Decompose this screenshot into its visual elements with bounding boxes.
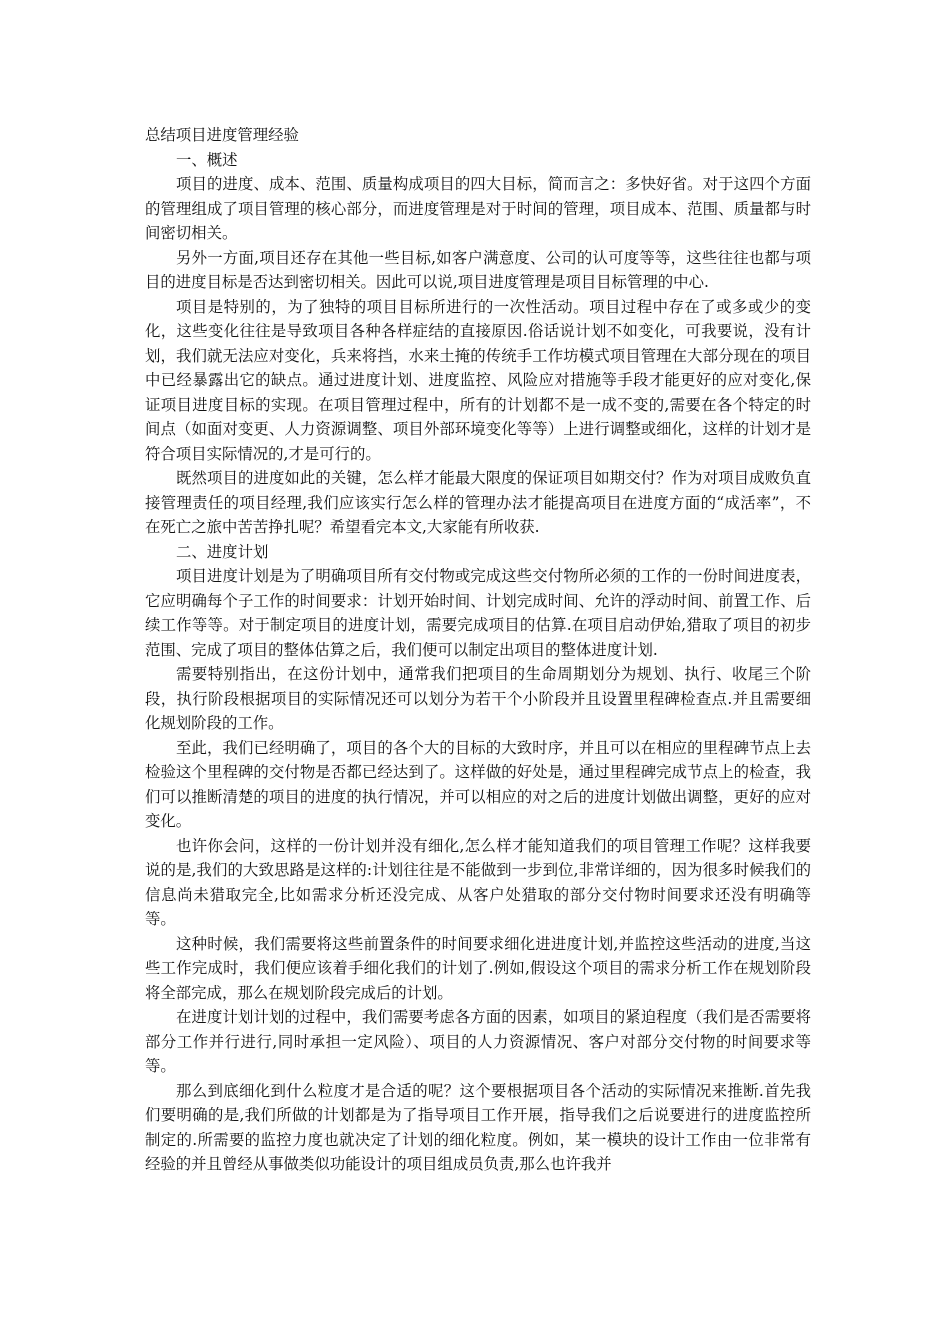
section-heading: 一、概述 <box>176 150 238 169</box>
paragraph: 至此，我们已经明确了，项目的各个大的目标的大致时序，并且可以在相应的里程碑节点上去检验这个里程碑的交付物是否都已经达到了。这样做的好处是，通过里程碑完成节点上的检查，我们可以推断清楚的项目的进度的执行情况，并可以相应的对之后的进度计划做出调整，更好的应对变化。 <box>145 738 811 830</box>
paragraph: 项目是特别的，为了独特的项目目标所进行的一次性活动。项目过程中存在了或多或少的变化，这些变化往往是导致项目各种各样症结的直接原因.俗话说计划不如变化，可我要说，没有计划，我们就无法应对变化，兵来将挡，水来土掩的传统手工作坊模式项目管理在大部分现在的项目中已经暴露出它的缺点。通过进度计划、进度监控、风险应对措施等手段才能更好的应对变化,保证项目进度目标的实现。在项目管理过程中，所有的计划都不是一成不变的,需要在各个特定的时间点（如面对变更、人力资源调整、项目外部环境变化等等）上进行调整或细化，这样的计划才是符合项目实际情况的,才是可行的。 <box>145 297 811 463</box>
paragraph: 项目的进度、成本、范围、质量构成项目的四大目标，简而言之：多快好省。对于这四个方面的管理组成了项目管理的核心部分，而进度管理是对于时间的管理，项目成本、范围、质量都与时间密切相关。 <box>145 175 811 242</box>
paragraph: 既然项目的进度如此的关键，怎么样才能最大限度的保证项目如期交付？作为对项目成败负直接管理责任的项目经理,我们应该实行怎么样的管理办法才能提高项目在进度方面的“成活率”，不在死亡之旅中苦苦挣扎呢？希望看完本文,大家能有所收获. <box>145 469 811 536</box>
paragraph: 也许你会问，这样的一份计划并没有细化,怎么样才能知道我们的项目管理工作呢？这样我要说的是,我们的大致思路是这样的:计划往往是不能做到一步到位,非常详细的，因为很多时候我们的信息尚未猎取完全,比如需求分析还没完成、从客户处猎取的部分交付物时间要求还没有明确等等。 <box>145 836 811 928</box>
paragraph: 项目进度计划是为了明确项目所有交付物或完成这些交付物所必须的工作的一份时间进度表，它应明确每个子工作的时间要求：计划开始时间、计划完成时间、允许的浮动时间、前置工作、后续工作等等。对于制定项目的进度计划，需要完成项目的估算.在项目启动伊始,猎取了项目的初步范围、完成了项目的整体估算之后，我们便可以制定出项目的整体进度计划. <box>145 567 811 659</box>
document-page <box>145 123 811 1177</box>
paragraph: 这种时候，我们需要将这些前置条件的时间要求细化进进度计划,并监控这些活动的进度,当这些工作完成时，我们便应该着手细化我们的计划了.例如,假设这个项目的需求分析工作在规划阶段将全部完成，那么在规划阶段完成后的计划。 <box>145 934 811 1002</box>
document-body <box>145 148 811 1177</box>
paragraph: 那么到底细化到什么粒度才是合适的呢？这个要根据项目各个活动的实际情况来推断.首先我们要明确的是,我们所做的计划都是为了指导项目工作开展，指导我们之后说要进行的进度监控所制定的.所需要的监控力度也就决定了计划的细化粒度。例如，某一模块的设计工作由一位非常有经验的并且曾经从事做类似功能设计的项目组成员负责,那么也许我并 <box>145 1081 811 1173</box>
paragraph: 在进度计划计划的过程中，我们需要考虑各方面的因素，如项目的紧迫程度（我们是否需要将部分工作并行进行,同时承担一定风险）、项目的人力资源情况、客户对部分交付物的时间要求等等。 <box>145 1008 811 1075</box>
paragraph: 需要特别指出，在这份计划中，通常我们把项目的生命周期划分为规划、执行、收尾三个阶段，执行阶段根据项目的实际情况还可以划分为若干个小阶段并且设置里程碑检查点.并且需要细化规划阶段的工作。 <box>145 665 811 732</box>
document-title: 总结项目进度管理经验 <box>145 126 299 144</box>
section-heading: 二、进度计划 <box>176 542 269 561</box>
paragraph: 另外一方面,项目还存在其他一些目标,如客户满意度、公司的认可度等等，这些往往也都与项目的进度目标是否达到密切相关。因此可以说,项目进度管理是项目目标管理的中心. <box>145 248 811 291</box>
